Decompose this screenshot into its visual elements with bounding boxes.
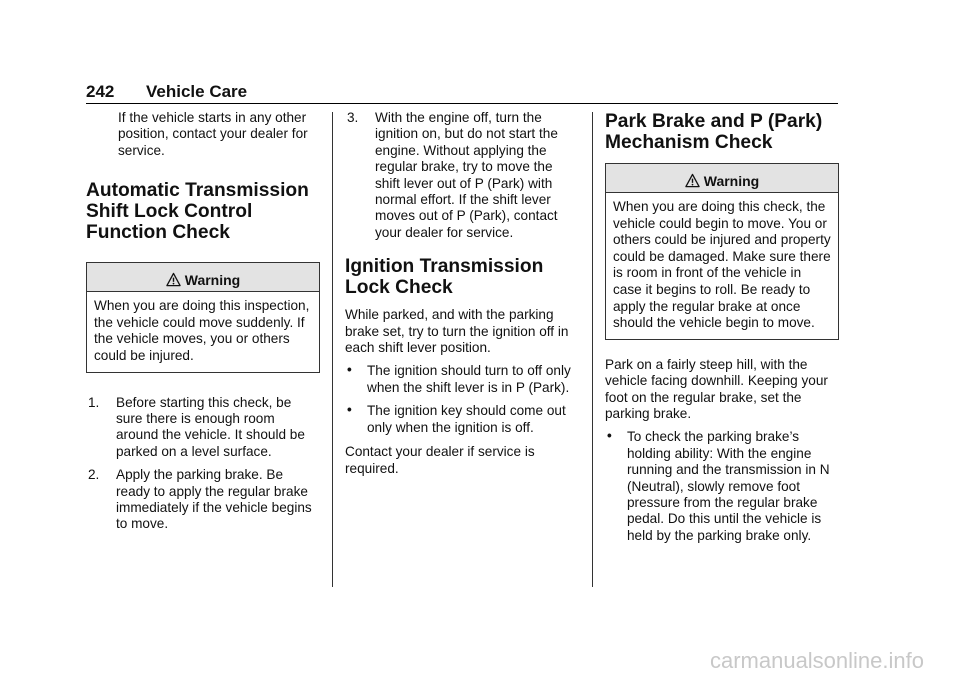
warning-box-park-brake [605, 163, 839, 340]
bullet-text: The ignition key should come out only when the ignition is off. [367, 403, 566, 435]
column-middle [345, 110, 573, 477]
ignition-lock-heading: Ignition Transmission Lock Check [345, 256, 544, 299]
column-left [86, 110, 320, 533]
warning-triangle-icon [685, 173, 700, 188]
list-item: • To check the parking brake’s holding ability: With the engine running and the transmission in N (Neutral), slowly remove foot pressure from the regular brake pedal. Do this until the vehicle is held by the parking brake only. [607, 428, 830, 543]
body-paragraph: Park on a fairly steep hill, with the vehicle facing downhill. Keeping your foot on the regular brake, set the parking brake. [605, 356, 828, 421]
warning-header [87, 263, 319, 292]
page-header [86, 82, 838, 104]
step-number: 2. [88, 467, 100, 483]
body-paragraph: While parked, and with the parking brake set, try to turn the ignition off in each shift lever position. [345, 307, 569, 356]
warning-header [606, 164, 838, 193]
warning-label: Warning [184, 272, 241, 289]
page-number: 242 [86, 82, 115, 101]
watermark-text: carmanualsonline.info [709, 648, 924, 673]
list-item [345, 110, 573, 241]
step-text: Apply the parking brake. Be ready to apply the regular brake immediately if the vehicle begins to move. [116, 467, 312, 532]
bullet-text: To check the parking brake’s holding ability: With the engine running and the transmission in N (Neutral), slowly remove foot pressure from the regular brake pedal. Do this until the vehicle is held by the parking brake only. [627, 429, 830, 543]
warning-text: When you are doing this inspection, the vehicle could move suddenly. If the vehicle moves, you or others could be injured. [94, 298, 310, 363]
park-brake-heading: Park Brake and P (Park) Mechanism Check [605, 111, 823, 153]
list-item [86, 467, 320, 533]
column-divider [592, 112, 593, 587]
list-item: • The ignition should turn to off only when the shift lever is in P (Park). [347, 362, 571, 395]
closing-paragraph: Contact your dealer if service is required. [345, 444, 535, 476]
shift-lock-heading: Automatic Transmission Shift Lock Control Function Check [86, 180, 309, 244]
step-number: 3. [347, 110, 359, 125]
bullet-list [605, 429, 839, 544]
step-number: 1. [88, 394, 100, 410]
column-right [605, 110, 839, 544]
intro-paragraph: If the vehicle starts in any other position, contact your dealer for service. [118, 110, 308, 158]
warning-triangle-icon [166, 272, 181, 287]
list-item [86, 395, 320, 461]
steps-list [345, 110, 573, 241]
step-text: With the engine off, turn the ignition on, but do not start the engine. Without applying the regular brake, try to move the shift lever out of P (Park) with normal effort. If the shift lever moves out of P (Park), contact your dealer for service. [375, 110, 558, 240]
column-divider [332, 112, 333, 587]
steps-list [86, 395, 320, 533]
warning-box-shift-lock [86, 262, 320, 372]
section-title: Vehicle Care [146, 82, 248, 101]
list-item: • The ignition key should come out only when the ignition is off. [347, 402, 566, 435]
bullet-text: The ignition should turn to off only when the shift lever is in P (Park). [367, 363, 571, 395]
warning-label: Warning [703, 173, 760, 189]
header-divider [86, 103, 838, 104]
step-text: Before starting this check, be sure there is enough room around the vehicle. It should be parked on a level surface. [116, 394, 305, 459]
warning-text: When you are doing this check, the vehicle could begin to move. You or others could be injured and property could be damaged. Make sure there is room in front of the vehicle in case it begins to roll. Be ready to apply the regular brake at once should the vehicle begin to move. [613, 199, 831, 331]
bullet-list [345, 363, 573, 436]
